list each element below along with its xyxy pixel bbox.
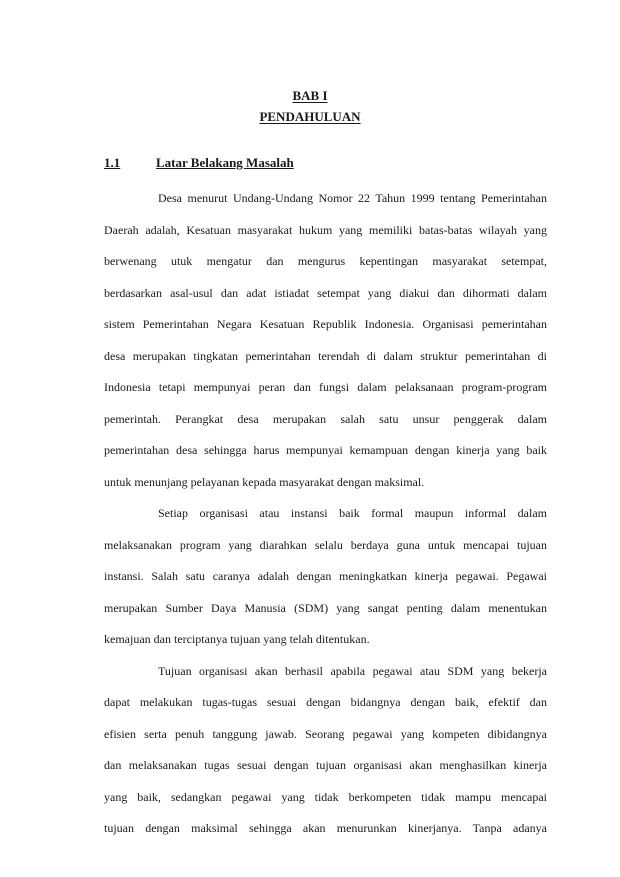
paragraph-line: yang baik, sedangkan pegawai yang tidak berkompeten tidak mampu mencapai bbox=[104, 789, 547, 804]
paragraph-line: instansi. Salah satu caranya adalah dengan meningkatkan kinerja pegawai. Pegawai bbox=[104, 569, 547, 583]
paragraph-line: tujuan dengan maksimal sehingga akan menurunkan kinerjanya. Tanpa adanya bbox=[104, 821, 547, 835]
chapter-title: PENDAHULUAN bbox=[259, 109, 361, 124]
paragraph-line: berdasarkan asal-usul dan adat istiadat setempat yang diakui dan dihormati dalam bbox=[104, 285, 547, 300]
paragraph-line: desa merupakan tingkatan pemerintahan terendah di dalam struktur pemerintahan di bbox=[104, 348, 547, 363]
body-text bbox=[104, 190, 547, 852]
chapter-label: BAB I bbox=[292, 88, 328, 103]
paragraph-line: pemerintahan desa sehingga harus mempunyai kemampuan dengan kinerja yang baik bbox=[104, 443, 547, 457]
paragraph-line: merupakan Sumber Daya Manusia (SDM) yang sangat penting dalam menentukan bbox=[104, 600, 547, 615]
paragraph bbox=[104, 190, 547, 505]
section-title: Latar Belakang Masalah bbox=[156, 155, 294, 170]
paragraph-line: untuk menunjang pelayanan kepada masyarakat dengan maksimal. bbox=[104, 474, 425, 489]
paragraph-line: Desa menurut Undang-Undang Nomor 22 Tahun 1999 tentang Pemerintahan bbox=[158, 191, 547, 205]
paragraph-line: kemajuan dan terciptanya tujuan yang telah ditentukan. bbox=[104, 632, 370, 646]
section-number: 1.1 bbox=[104, 155, 121, 170]
paragraph-line: Daerah adalah, Kesatuan masyarakat hukum yang memiliki batas-batas wilayah yang bbox=[104, 222, 547, 237]
paragraph-line: Tujuan organisasi akan berhasil apabila pegawai atau SDM yang bekerja bbox=[158, 663, 547, 678]
paragraph bbox=[104, 505, 547, 663]
paragraph bbox=[104, 663, 547, 852]
paragraph-line: dapat melakukan tugas-tugas sesuai dengan bidangnya dengan baik, efektif dan bbox=[104, 695, 547, 709]
paragraph-line: Setiap organisasi atau instansi baik formal maupun informal dalam bbox=[158, 506, 547, 520]
paragraph-line: sistem Pemerintahan Negara Kesatuan Republik Indonesia. Organisasi pemerintahan bbox=[104, 317, 547, 331]
paragraph-line: efisien serta penuh tanggung jawab. Seorang pegawai yang kompeten dibidangnya bbox=[104, 726, 547, 741]
paragraph-line: melaksanakan program yang diarahkan selalu berdaya guna untuk mencapai tujuan bbox=[104, 537, 547, 552]
paragraph-line: dan melaksanakan tugas sesuai dengan tujuan organisasi akan menghasilkan kinerja bbox=[104, 758, 547, 772]
paragraph-line: pemerintah. Perangkat desa merupakan salah satu unsur penggerak dalam bbox=[104, 411, 547, 426]
paragraph-line: Indonesia tetapi mempunyai peran dan fungsi dalam pelaksanaan program-program bbox=[104, 380, 547, 394]
paragraph-line: berwenang utuk mengatur dan mengurus kepentingan masyarakat setempat, bbox=[104, 254, 547, 268]
section-heading bbox=[104, 155, 534, 171]
